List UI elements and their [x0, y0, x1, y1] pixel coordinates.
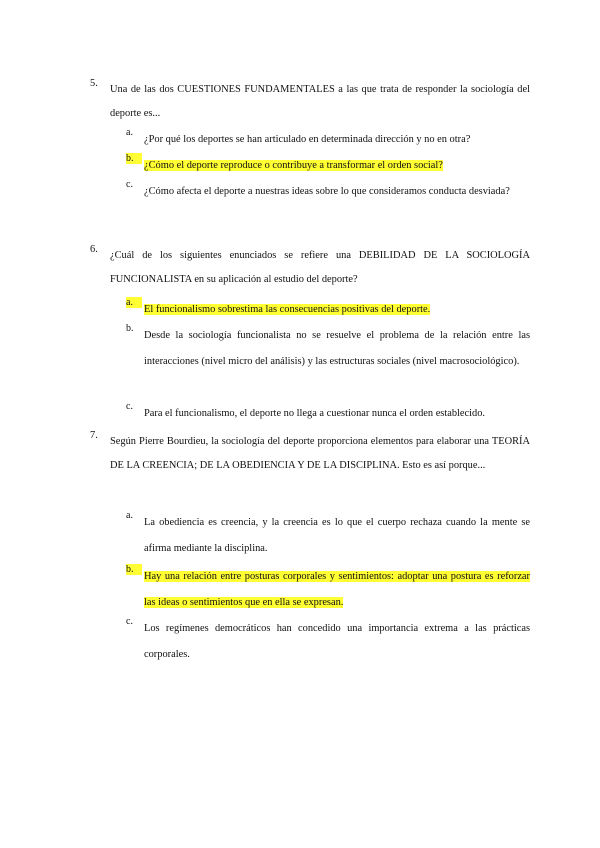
option-letter: b. [126, 153, 142, 164]
option-text: La obediencia es creencia, y la creencia es lo que el cuerpo rechaza cuando la mente se afirma mediante la disciplina. [144, 517, 530, 554]
option-text: Los regímenes democráticos han concedido una importancia extrema a las prácticas corporales. [144, 623, 530, 660]
question-5-option-c [126, 179, 530, 205]
option-letter: c. [126, 401, 133, 412]
question-6-option-a [126, 297, 530, 323]
option-text: El funcionalismo sobrestima las consecuencias positivas del deporte. [144, 304, 431, 315]
option-text: ¿Por qué los deportes se han articulado en determinada dirección y no en otra? [144, 134, 471, 145]
question-number: 7. [90, 430, 98, 441]
option-text: ¿Cómo el deporte reproduce o contribuye a transformar el orden social? [144, 160, 443, 171]
question-5 [90, 78, 530, 126]
option-letter: b. [126, 564, 142, 575]
option-text: Desde la sociología funcionalista no se resuelve el problema de la relación entre las interacciones (nivel micro del análisis) y las estructuras sociales (nivel macrosociológico). [144, 330, 530, 367]
question-7-option-a [126, 510, 530, 562]
option-letter: a. [126, 297, 142, 308]
option-letter: c. [126, 179, 133, 190]
question-6-option-b [126, 323, 530, 375]
question-7-option-b [126, 564, 530, 616]
option-text: ¿Cómo afecta el deporte a nuestras ideas sobre lo que consideramos conducta desviada? [144, 186, 510, 197]
option-letter: a. [126, 127, 133, 138]
option-letter: b. [126, 323, 134, 334]
question-5-option-b [126, 153, 530, 179]
option-letter: c. [126, 616, 133, 627]
question-text: ¿Cuál de los siguientes enunciados se refiere una DEBILIDAD DE LA SOCIOLOGÍA FUNCIONALISTA en su aplicación al estudio del deporte? [110, 250, 530, 285]
option-text: Hay una relación entre posturas corporales y sentimientos: adoptar una postura es reforzar las ideas o sentimientos que en ella se expresan. [144, 571, 530, 608]
question-number: 6. [90, 244, 98, 255]
option-letter: a. [126, 510, 133, 521]
question-6-option-c [126, 401, 530, 427]
question-text: Una de las dos CUESTIONES FUNDAMENTALES a las que trata de responder la sociología del deporte es... [110, 84, 530, 119]
option-text: Para el funcionalismo, el deporte no llega a cuestionar nunca el orden establecido. [144, 408, 486, 419]
question-number: 5. [90, 78, 98, 89]
question-text: Según Pierre Bourdieu, la sociología del deporte proporciona elementos para elaborar una TEORÍA DE LA CREENCIA; DE LA OBEDIENCIA Y DE LA DISCIPLINA. Esto es así porque... [110, 436, 530, 471]
question-7 [90, 430, 530, 478]
question-7-option-c [126, 616, 530, 668]
question-6 [90, 244, 530, 292]
question-5-option-a [126, 127, 530, 153]
